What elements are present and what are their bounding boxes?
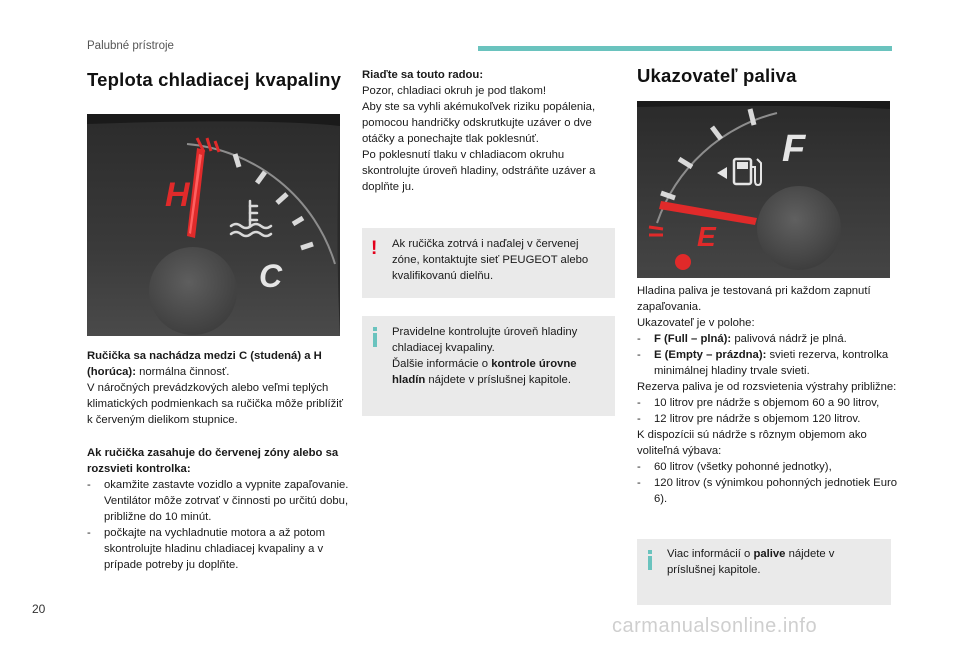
header-accent-bar [478,46,892,51]
gauge-center-knob [757,186,841,270]
fuel-warning-lamp [675,254,691,270]
fuel-tanks-line: K dispozícii sú nádrže s rôznym objemom ako voliteľná výbava: [637,429,867,457]
pressure-warning-line: Pozor, chladiaci okruh je pod tlakom! [362,85,546,97]
pressure-warning-line: Po poklesnutí tlaku v chladiacom okruhu skontrolujte úroveň hladiny, odstráňte uzáver a doplňte ju. [362,149,596,193]
fuel-intro-line: Ukazovateľ je v polohe: [637,317,755,329]
fuel-intro-line: Hladina paliva je testovaná pri každom zapnutí zapaľovania. [637,285,871,313]
watermark: carmanualsonline.info [612,615,818,637]
list-item: - 12 litrov pre nádrže s objemom 120 litrov. [637,411,897,427]
pressure-warning-line: Aby ste sa vyhli akémukoľvek riziku popálenia, pomocou handričky odskrutkujte uzáver o dve otáčky a ponechajte tlak poklesnúť. [362,101,596,145]
fuel-description [637,283,897,507]
list-item: - počkajte na vychladnutie motora a až potom skontrolujte hladinu chladiacej kvapaliny a v prípade potreby ju doplňte. [87,525,349,573]
coolant-normal-text: normálna činnosť. [135,366,230,378]
coolant-red-zone-paragraph [87,445,349,573]
list-item: - F (Full – plná): palivová nádrž je plná. [637,331,897,347]
pressure-warning-paragraph [362,67,615,195]
gauge-full-label: F [782,128,806,170]
coolant-red-zone-bold: Ak ručička zasahuje do červenej zóny alebo sa rozsvieti kontrolka: [87,447,339,475]
coolant-conditions-text: V náročných prevádzkových alebo veľmi teplých klimatických podmienkach sa ručička môže priblížiť k červeným dielikom stupnice. [87,382,343,426]
pressure-warning-bold: Riaďte sa touto radou: [362,69,484,81]
warning-icon: ! [371,238,378,259]
gauge-empty-label: E [697,221,716,252]
list-item: - 120 litrov (s výnimkou pohonných jednotiek Euro 6). [637,475,897,507]
fuel-info-box [637,539,891,605]
list-item: - okamžite zastavte vozidlo a vypnite zapaľovanie. Ventilátor môže zotrvať v činnosti po určitú dobu, približne do 10 minút. [87,477,349,525]
coolant-info-line: Pravidelne kontrolujte úroveň hladiny chladiacej kvapaliny. [392,326,578,354]
page-number: 20 [32,602,46,616]
gauge-center-knob [149,247,237,335]
fuel-tanks-list [637,459,897,507]
list-item: - E (Empty – prázdna): svieti rezerva, kontrolka minimálnej hladiny trvale svieti. [637,347,897,379]
coolant-red-zone-list [87,477,349,573]
info-icon [373,327,377,347]
fuel-reserve-line: Rezerva paliva je od rozsvietenia výstrahy približne: [637,381,897,393]
coolant-gauge-image [87,114,340,336]
coolant-title: Teplota chladiacej kvapaliny [87,69,342,90]
coolant-normal-bold: Ručička sa nachádza medzi C (studená) a H (horúca): [87,350,322,378]
fuel-positions-list [637,331,897,379]
fuel-title: Ukazovateľ paliva [637,65,797,86]
fuel-info-text: Viac informácií o palive nájdete v príslušnej kapitole. [667,548,835,576]
fuel-reserve-list [637,395,897,427]
coolant-warning-text: Ak ručička zotrvá i naďalej v červenej zóne, kontaktujte sieť PEUGEOT alebo kvalifikovanú dielňu. [392,238,589,282]
list-item: - 10 litrov pre nádrže s objemom 60 a 90 litrov, [637,395,897,411]
section-label: Palubné prístroje [87,40,174,52]
gauge-cold-label: C [259,258,283,294]
info-icon [648,550,652,570]
list-item: - 60 litrov (všetky pohonné jednotky), [637,459,897,475]
fuel-gauge-image [637,101,890,278]
gauge-hot-label: H [165,176,190,214]
coolant-normal-paragraph [87,348,349,428]
coolant-info-line: Ďalšie informácie o kontrole úrovne hladín nájdete v príslušnej kapitole. [392,358,577,386]
coolant-info-box [362,316,615,416]
coolant-warning-box [362,228,615,298]
